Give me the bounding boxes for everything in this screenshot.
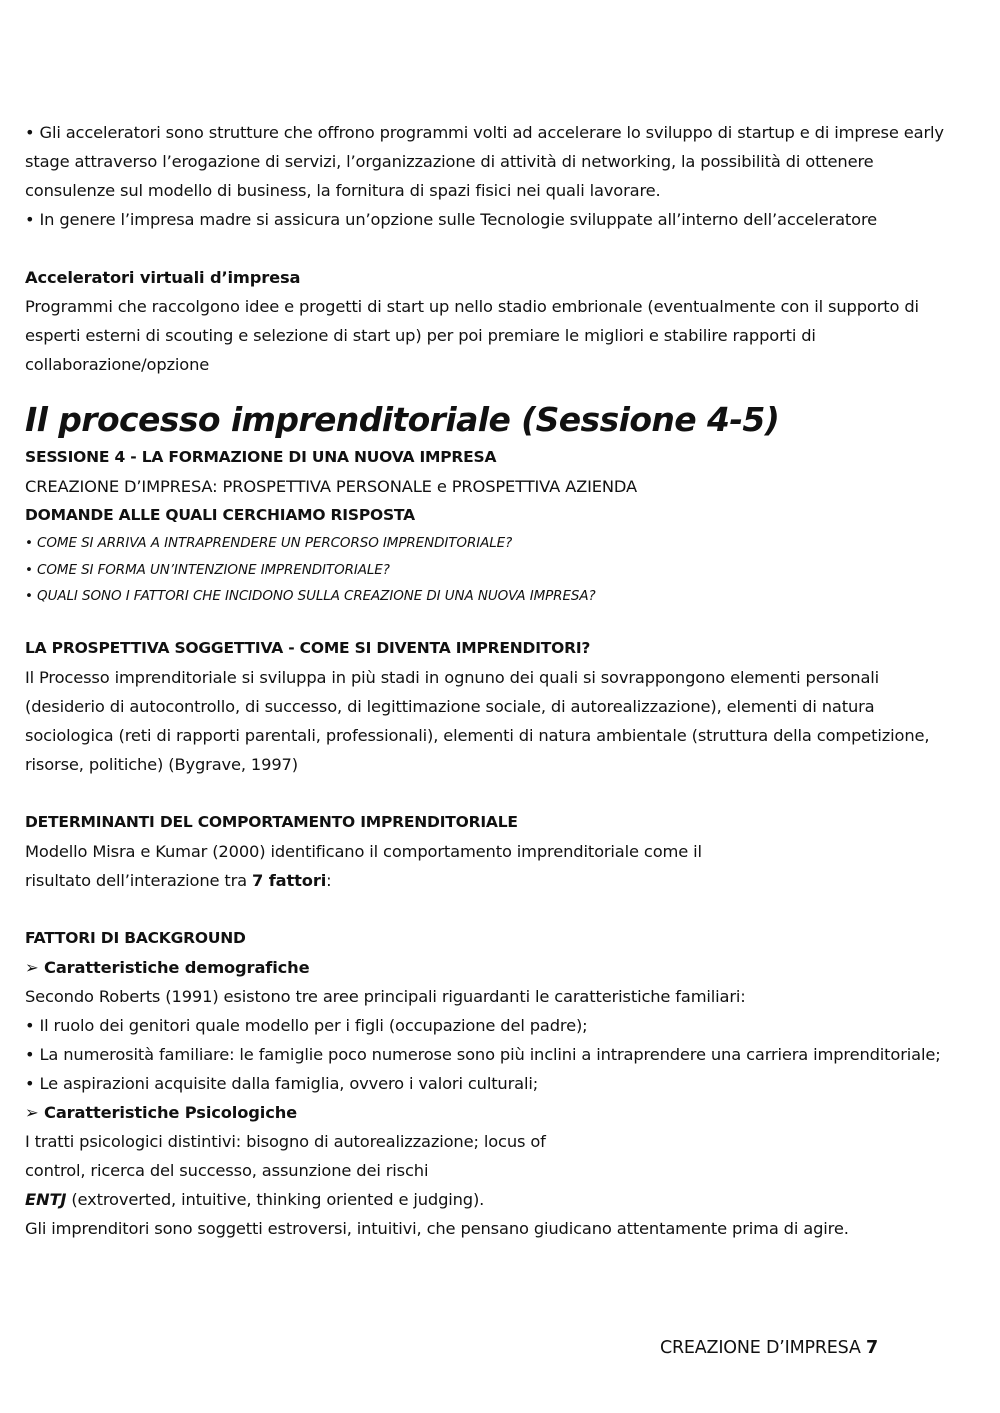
section-title: Il processo imprenditoriale (Sessione 4-5) [25, 400, 780, 439]
entj-line [25, 1185, 955, 1214]
determinants-line-2 [25, 866, 955, 895]
subjective-perspective-text: Il Processo imprenditoriale si sviluppa in più stadi in ognuno dei quali si sovrappongono elementi personali (desiderio di autocontrollo, di successo, di legittimazione sociale, di autorealizzazione), elementi di natura sociologica (reti di rapporti parentali, professionali), elementi di natura ambientale (struttura della competizione, risorse, politiche) (Bygrave, 1997) [25, 667, 930, 774]
question-item: • COME SI ARRIVA A INTRAPRENDERE UN PERCORSO IMPRENDITORIALE? [25, 535, 513, 551]
closing-line: Gli imprenditori sono soggetti estroversi, intuitivi, che pensano giudicano attentamente prima di agire. [25, 1218, 849, 1238]
virtual-accelerators-heading: Acceleratori virtuali d’impresa [25, 268, 301, 287]
question-item: • QUALI SONO I FATTORI CHE INCIDONO SULLA CREAZIONE DI UNA NUOVA IMPRESA? [25, 588, 596, 604]
demographic-item: • Le aspirazioni acquisite dalla famiglia, ovvero i valori culturali; [25, 1073, 539, 1093]
determinants-line-2-pre: risultato dell’interazione tra [25, 870, 253, 890]
psychological-heading-label: Caratteristiche Psicologiche [44, 1102, 298, 1122]
question-item: • COME SI FORMA UN’INTENZIONE IMPRENDITORIALE? [25, 561, 390, 578]
demographic-heading [25, 953, 955, 982]
document-body [25, 118, 955, 1243]
session-4-heading: SESSIONE 4 - LA FORMAZIONE DI UNA NUOVA IMPRESA [25, 448, 497, 466]
questions-heading: DOMANDE ALLE QUALI CERCHIAMO RISPOSTA [25, 506, 415, 524]
demographic-heading-label: Caratteristiche demografiche [44, 957, 310, 977]
demographic-item: • La numerosità familiare: le famiglie poco numerose sono più inclini a intraprendere una carriera imprenditoriale; [25, 1044, 941, 1064]
seven-factors: 7 fattori [252, 870, 327, 890]
demographic-intro: Secondo Roberts (1991) esistono tre aree principali riguardanti le caratteristiche familiari: [25, 986, 746, 1006]
psychological-line-1: I tratti psicologici distintivi: bisogno di autorealizzazione; locus of [25, 1131, 546, 1151]
demographic-item: • Il ruolo dei genitori quale modello per i figli (occupazione del padre); [25, 1015, 588, 1035]
parent-company-paragraph: • In genere l’impresa madre si assicura un’opzione sulle Tecnologie sviluppate all’interno dell’acceleratore [25, 210, 877, 229]
page-number: 7 [866, 1338, 878, 1358]
arrow-bullet-icon: ➢ [25, 1102, 39, 1122]
background-factors-heading: FATTORI DI BACKGROUND [25, 928, 246, 947]
determinants-line-2-post: : [326, 870, 332, 890]
subjective-perspective-heading: LA PROSPETTIVA SOGGETTIVA - COME SI DIVENTA IMPRENDITORI? [25, 638, 591, 657]
arrow-bullet-icon: ➢ [25, 957, 39, 977]
entj-label: ENTJ [25, 1189, 67, 1209]
entj-text: (extroverted, intuitive, thinking oriented e judging). [66, 1189, 485, 1209]
psychological-heading [25, 1098, 955, 1127]
accelerators-paragraph: • Gli acceleratori sono strutture che offrono programmi volti ad accelerare lo sviluppo di startup e di imprese early stage attraverso l’erogazione di servizi, l’organizzazione di attività di networking, la possibilità di ottenere consulenze sul modello di business, la fornitura di spazi fisici nei quali lavorare. [25, 123, 944, 200]
determinants-heading: DETERMINANTI DEL COMPORTAMENTO IMPRENDITORIALE [25, 812, 518, 831]
virtual-accelerators-text: Programmi che raccolgono idee e progetti di start up nello stadio embrionale (eventualmente con il supporto di esperti esterni di scouting e selezione di start up) per poi premiare le migliori e stabilire rapporti di collaborazione/opzione [25, 297, 919, 374]
footer-label: CREAZIONE D’IMPRESA [659, 1338, 867, 1358]
determinants-line-1: Modello Misra e Kumar (2000) identificano il comportamento imprenditoriale come il [25, 841, 702, 861]
page-footer [660, 1334, 878, 1362]
session-4-subtitle: CREAZIONE D’IMPRESA: PROSPETTIVA PERSONALE e PROSPETTIVA AZIENDA [25, 477, 638, 496]
psychological-line-2: control, ricerca del successo, assunzione dei rischi [25, 1160, 429, 1180]
